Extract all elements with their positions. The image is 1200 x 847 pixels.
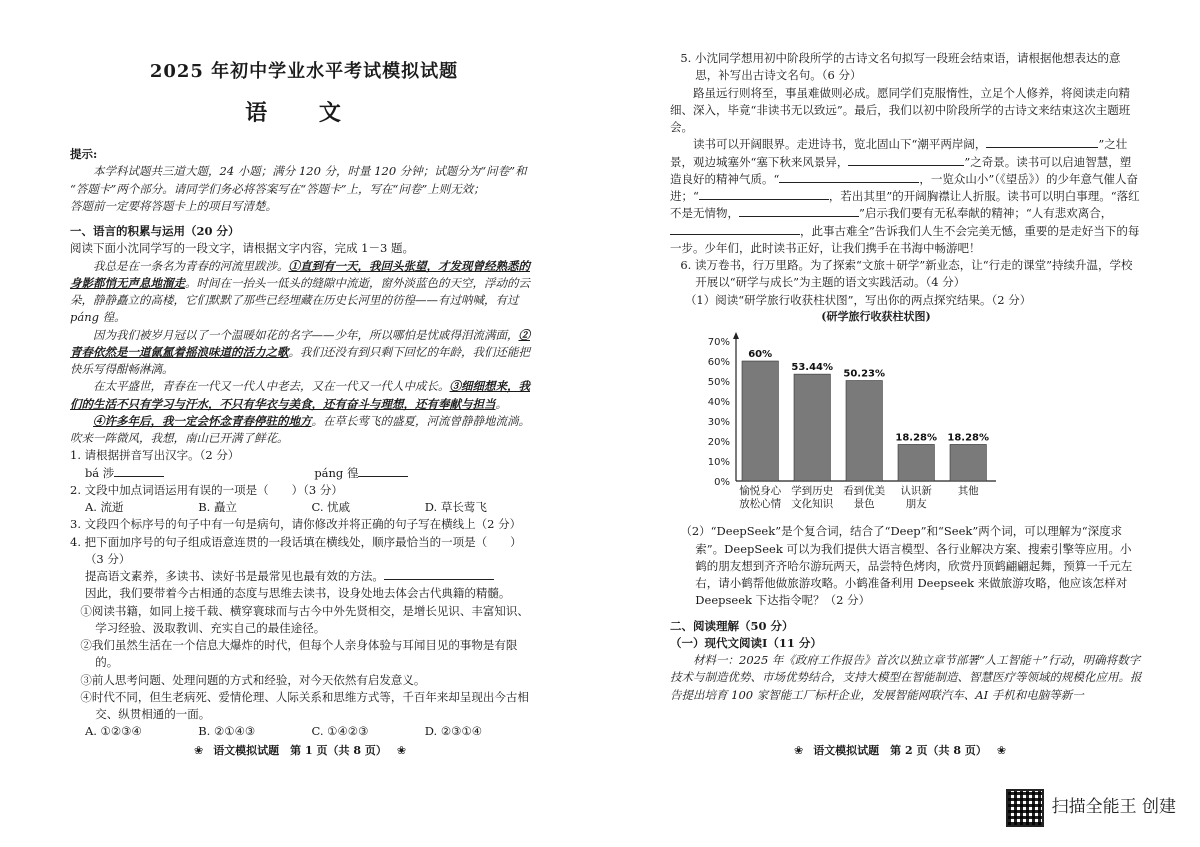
bar [742,361,778,481]
bar-chart [688,329,1008,519]
question-4: 4. 把下面加序号的句子组成语意连贯的一段话填在横线处，顺序最恰当的一项是（ ） [70,534,522,549]
y-tick-label: 0% [714,477,730,489]
x-tick-label: 文化知识 [791,498,834,511]
question-4-item-1: ①阅读书籍，如同上接千载、横穿寰球而与古今中外先贤相交，是增长见识、丰富知识、学习经验、汲取教训、充实自己的最佳途径。 [80,603,529,635]
y-tick-label: 30% [707,417,730,429]
subsection-heading: （一）现代文阅读Ⅰ（11 分） [670,635,822,650]
bar-value-label: 18.28% [895,432,938,444]
tip-line-2: “答题卡”两个部分。请同学们务必将答案写在“答题卡”上，写在“问卷”上则无效； [70,181,485,196]
tip-line-1: 本学科试题共三道大题，24 小题；满分 120 分，时量 120 分钟；试题分为“问卷”和 [93,164,527,179]
qr-code-icon [1006,789,1044,827]
material-1: 材料一：2025 年《政府工作报告》首次以独立章节部署“人工智能＋”行动，明确将数字技术与制造优势、市场优势结合，支持大模型在智能制造、智慧医疗等领域的规模化应用。报告提出培育 100 家智能工厂标杆企业，发展智能网联汽车、AI 手机和电脑等新一 [670,653,1142,702]
bar-value-label: 53.44% [791,362,834,374]
question-4-options: A. ①②③④ B. ②①④③ C. ①④②③ D. ②③①④ [84,724,483,739]
question-4-item-3: ③前人思考问题、处理问题的方式和经验，对今天依然有启发意义。 [80,672,426,687]
question-4-item-2: ②我们虽然生活在一个信息大爆炸的时代，但每个人亲身体验与耳闻目见的事物是有限的。 [80,638,518,670]
x-tick-label: 放松心情 [739,498,782,511]
tip-line-3: 答题前一定要将答题卡上的项目写清楚。 [70,198,277,213]
passage-paragraph-2: 因为我们被岁月冠以了一个温暖如花的名字——少年，所以哪怕是忧戚得泪流满面，②青春依然是一道氤氲着摇浪味道的活力之歌。我们还没有到只剩下回忆的年龄，我们还能把快乐写得酣畅淋漓。 [70,327,530,376]
question-6-1: （1）阅读“研学旅行收获柱状图”，写出你的两点探究结果。（2 分） [684,292,1032,307]
y-tick-label: 10% [707,457,730,469]
exam-title: 2025 年初中学业水平考试模拟试题 [149,61,459,82]
question-5-paragraph-1: 路虽远行则将至，事虽难做则必成。愿同学们克服惰性，立足个人修养，将阅读走向精细、深入，毕竟“非读书无以致远”。最后，我们以初中阶段所学的古诗文来结束这次主题班会。 [670,85,1131,134]
scanner-watermark [1006,789,1176,827]
x-tick-label: 看到优美 [843,485,886,498]
section-2-heading: 二、阅读理解（50 分） [670,618,794,633]
flower-icon: ❀ [996,743,1007,757]
question-2-options: A. 流逝 B. 矗立 C. 忧戚 D. 草长莺飞 [84,500,487,514]
y-tick-label: 60% [707,357,730,369]
watermark-text: 扫描全能王 创建 [1051,797,1176,818]
question-4-sentence-1: 提高语文素养，多读书、读好书是最常见也最有效的方法。 [70,568,538,585]
x-tick-label: 愉悦身心 [739,485,782,498]
question-3: 3. 文段四个标序号的句子中有一句是病句，请你修改并将正确的句子写在横线上（2 分） [70,517,522,532]
subject-title: 语 文 [245,100,363,126]
question-6-2: （2）“DeepSeek”是个复合词，结合了“Deep”和“Seek”两个词，可以理解为“深度求索”。DeepSeek 可以为我们提供大语言模型、各行业解决方案、搜索引擎等应用。小鹤的朋友想到齐齐哈尔游玩两天，品尝特色烤肉，欣赏丹顶鹤翩翩起舞，预算一千元左右，请小鹤帮他做旅游攻略。小鹤准备利用 Deepseek 来做旅游攻略，他应该怎样对 Deepseek 下达指令呢？（2 分） [680,524,1133,608]
y-tick-label: 20% [707,437,730,449]
x-tick-label: 学到历史 [791,485,834,498]
y-tick-label: 70% [707,337,730,349]
question-5-paragraph-2: 读书可以开阔眼界。走进诗书，览北固山下“潮平两岸阔， ”之壮景，观边城塞外“塞下秋来风景异， ”之奇景。读书可以启迪智慧，塑造良好的精神气质。“ ，一览众山小”（《望岳》）的少年意气催人奋进；“ ，若出其里”的开阔胸襟让人折服。读书可以明白事理。“落红不是无情物， ”启示我们要有无私奉献的精神；“人有悲欢离合，，此事古难全”告诉我们人生不会完美无憾，重要的是走好当下的每一步。少年们，此时读书正好，让我们携手在书海中畅游吧！ [670,137,1140,255]
question-6: 6. 读万卷书，行万里路。为了探索“文旅＋研学”新业态，让“行走的课堂”持续升温，学校开展以“研学与成长”为主题的语文实践活动。（4 分） [680,258,1133,290]
flower-icon: ❀ [193,743,204,757]
question-1: 1. 请根据拼音写出汉字。（2 分） [70,448,240,463]
bar [898,445,934,482]
y-tick-label: 40% [707,397,730,409]
question-4-sentence-2: 因此，我们要带着今古相通的态度与思维去读书，设身处地去体会古代典籍的精髓。 [84,586,511,601]
y-axis-arrow [733,332,739,339]
bar-value-label: 18.28% [947,432,990,444]
bar [794,374,830,481]
flower-icon: ❀ [396,743,407,757]
question-4-score: （3 分） [84,551,131,566]
chart-title: (研学旅行收获柱状图) [821,309,931,323]
x-tick-label: 朋友 [905,498,927,511]
section-1-heading: 一、语言的积累与运用（20 分） [70,224,240,238]
x-tick-label: 认识新 [900,485,932,498]
y-tick-label: 50% [707,377,730,389]
question-5: 5. 小沈同学想用初中阶段所学的古诗文名句拟写一段班会结束语，请根据他想表达的意思，补写出古诗文名句。（6 分） [680,51,1121,83]
bar-value-label: 50.23% [843,368,886,380]
page-2-footer: ❀ 语文模拟试题 第 2 页（共 8 页） ❀ [793,743,1007,757]
bar [950,445,986,482]
passage-paragraph-3: 在太平盛世，青春在一代又一代人中老去，又在一代又一代人中成长。③细细想来，我们的生活不只有学习与汗水，不只有华衣与美食，还有奋斗与理想，还有奉献与担当。 [70,379,530,411]
passage-intro: 阅读下面小沈同学写的一段文字，请根据文字内容，完成 1－3 题。 [70,241,414,256]
question-4-item-4: ④时代不同，但生老病死、爱情伦理、人际关系和思维方式等，千百年来却呈现出今古相交、纵贯相通的一面。 [80,689,529,721]
question-2: 2. 文段中加点词语运用有误的一项是（ ）（3 分） [70,482,343,497]
page-2 [600,0,1200,847]
x-tick-label: 景色 [853,498,875,511]
question-1-blanks: bá 涉 páng 徨 [70,465,538,482]
bar-value-label: 60% [748,349,773,361]
passage-paragraph-1: 我总是在一条名为青春的河流里跋涉。①直到有一天，我回头张望，才发现曾经熟悉的身影都悄无声息地溜走。时间在一抬头一低头的缝隙中流逝，窗外淡蓝色的天空，浮动的云朵，静静矗立的高楼，它们默默了那些已经埋藏在历史长河里的彷徨——有过呐喊，有过 páng 徨。 [70,258,530,325]
bar-chart-svg [688,329,1008,519]
flower-icon: ❀ [793,743,804,757]
x-tick-label: 其他 [957,485,979,498]
page-1-footer: ❀ 语文模拟试题 第 1 页（共 8 页） ❀ [193,743,407,757]
bar [846,381,882,481]
tip-label: 提示: [70,147,98,161]
passage-paragraph-4: ④许多年后，我一定会怀念青春停驻的地方。在草长莺飞的盛夏，河流曾静静地流淌。吹来一阵微风，我想，南山已开满了鲜花。 [70,413,530,445]
